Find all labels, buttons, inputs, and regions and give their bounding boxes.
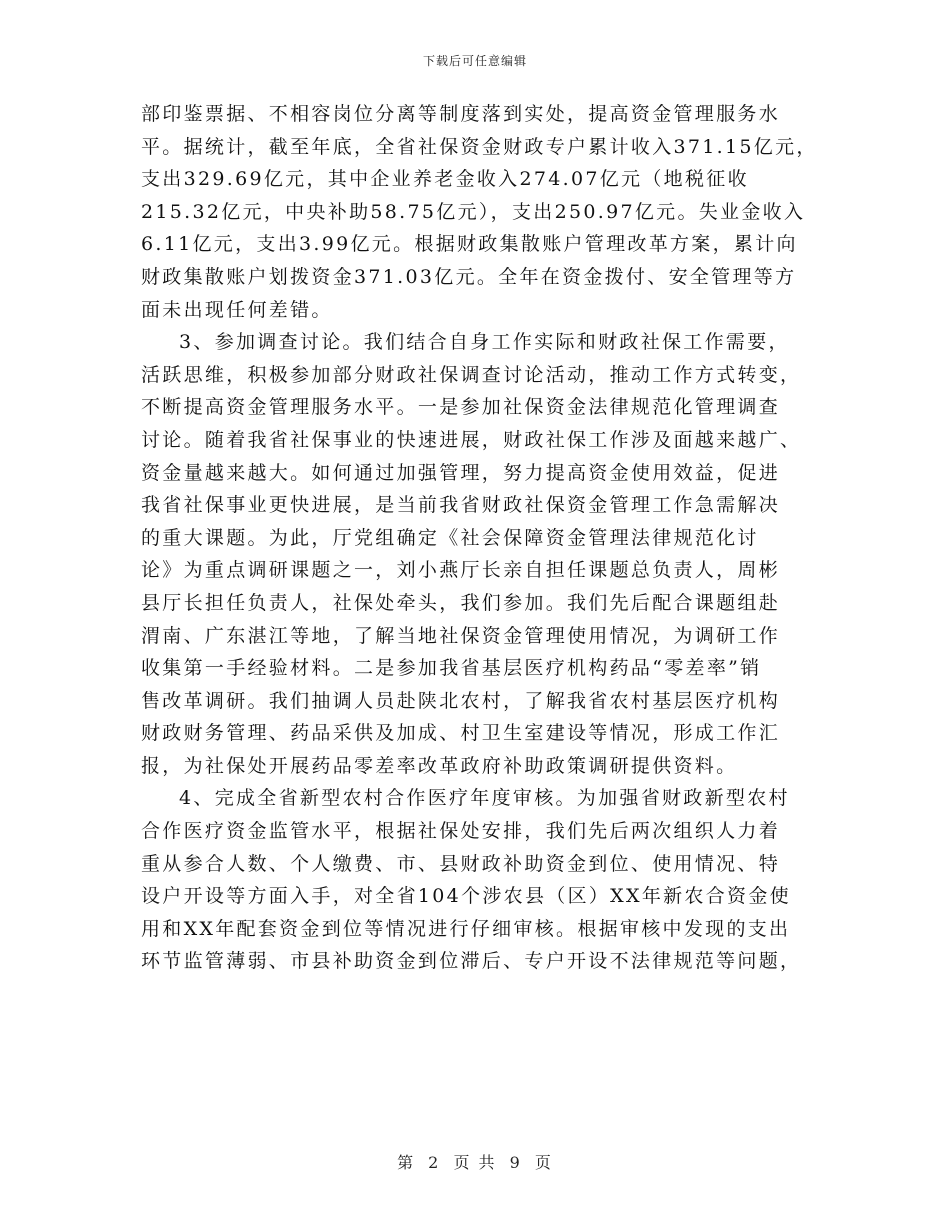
text-line: 财政财务管理、药品采供及加成、村卫生室建设等情况，形成工作汇 (141, 722, 781, 745)
text-line: 合作医疗资金监管水平，根据社保处安排，我们先后两次组织人力着 (141, 820, 781, 843)
text-line: 报，为社保处开展药品零差率改革政府补助政策调研提供资料。 (141, 754, 738, 777)
text-line: 平。据统计，截至年底，全省社保资金财政专户累计收入371.15亿元， (141, 135, 818, 158)
text-line: 售改革调研。我们抽调人员赴陕北农村，了解我省农村基层医疗机构 (141, 689, 781, 712)
text-line: 环节监管薄弱、市县补助资金到位滞后、专户开设不法律规范等问题， (141, 950, 802, 973)
text-line: 资金量越来越大。如何通过加强管理，努力提高资金使用效益，促进 (141, 461, 781, 484)
text-line: 重从参合人数、个人缴费、市、县财政补助资金到位、使用情况、特 (141, 852, 781, 875)
footer-middle: 页 共 (453, 1153, 497, 1172)
page-header: 下载后可任意编辑 (422, 54, 527, 68)
text-line: 我省社保事业更快进展，是当前我省财政社保资金管理工作急需解决 (141, 494, 781, 517)
paragraph-start-line: 4、完成全省新型农村合作医疗年度审核。为加强省财政新型农村 (179, 787, 790, 810)
text-line: 讨论。随着我省社保事业的快速进展，财政社保工作涉及面越来越广、 (141, 428, 802, 451)
footer-prefix: 第 (397, 1153, 416, 1172)
text-line: 设户开设等方面入手，对全省104个涉农县（区）XX年新农合资金使 (141, 885, 791, 908)
text-line: 县厅长担任负责人，社保处牵头，我们参加。我们先后配合课题组赴 (141, 591, 781, 614)
paragraph-start-line: 3、参加调查讨论。我们结合自身工作实际和财政社保工作需要， (179, 331, 790, 354)
text-line: 活跃思维，积极参加部分财政社保调查讨论活动，推动工作方式转变， (141, 363, 802, 386)
text-line: 论》为重点调研课题之一，刘小燕厅长亲自担任课题总负责人，周彬 (141, 559, 781, 582)
text-line: 的重大课题。为此，厅党组确定《社会保障资金管理法律规范化讨 (141, 526, 759, 549)
text-line: 部印鉴票据、不相容岗位分离等制度落到实处，提高资金管理服务水 (141, 103, 781, 125)
text-line: 不断提高资金管理服务水平。一是参加社保资金法律规范化管理调查 (141, 396, 781, 419)
text-line: 收集第一手经验材料。二是参加我省基层医疗机构药品“零差率”销 (141, 657, 762, 680)
text-line: 渭南、广东湛江等地，了解当地社保资金管理使用情况，为调研工作 (141, 624, 781, 647)
text-line: 6.11亿元，支出3.99亿元。根据财政集散账户管理改革方案，累计向 (141, 233, 798, 256)
current-page-number: 2 (428, 1153, 441, 1172)
page-number-footer (0, 1150, 950, 1173)
text-line: 215.32亿元，中央补助58.75亿元），支出250.97亿元。失业金收入 (141, 200, 806, 223)
text-line: 面未出现任何差错。 (141, 298, 333, 321)
text-line: 用和XX年配套资金到位等情况进行仔细审核。根据审核中发现的支出 (141, 917, 791, 940)
text-line: 支出329.69亿元，其中企业养老金收入274.07亿元（地税征收 (141, 168, 749, 191)
total-pages-number: 9 (509, 1153, 522, 1172)
text-line: 财政集散账户划拨资金371.03亿元。全年在资金拨付、安全管理等方 (141, 265, 797, 288)
footer-suffix: 页 (534, 1153, 553, 1172)
document-body (141, 98, 821, 978)
